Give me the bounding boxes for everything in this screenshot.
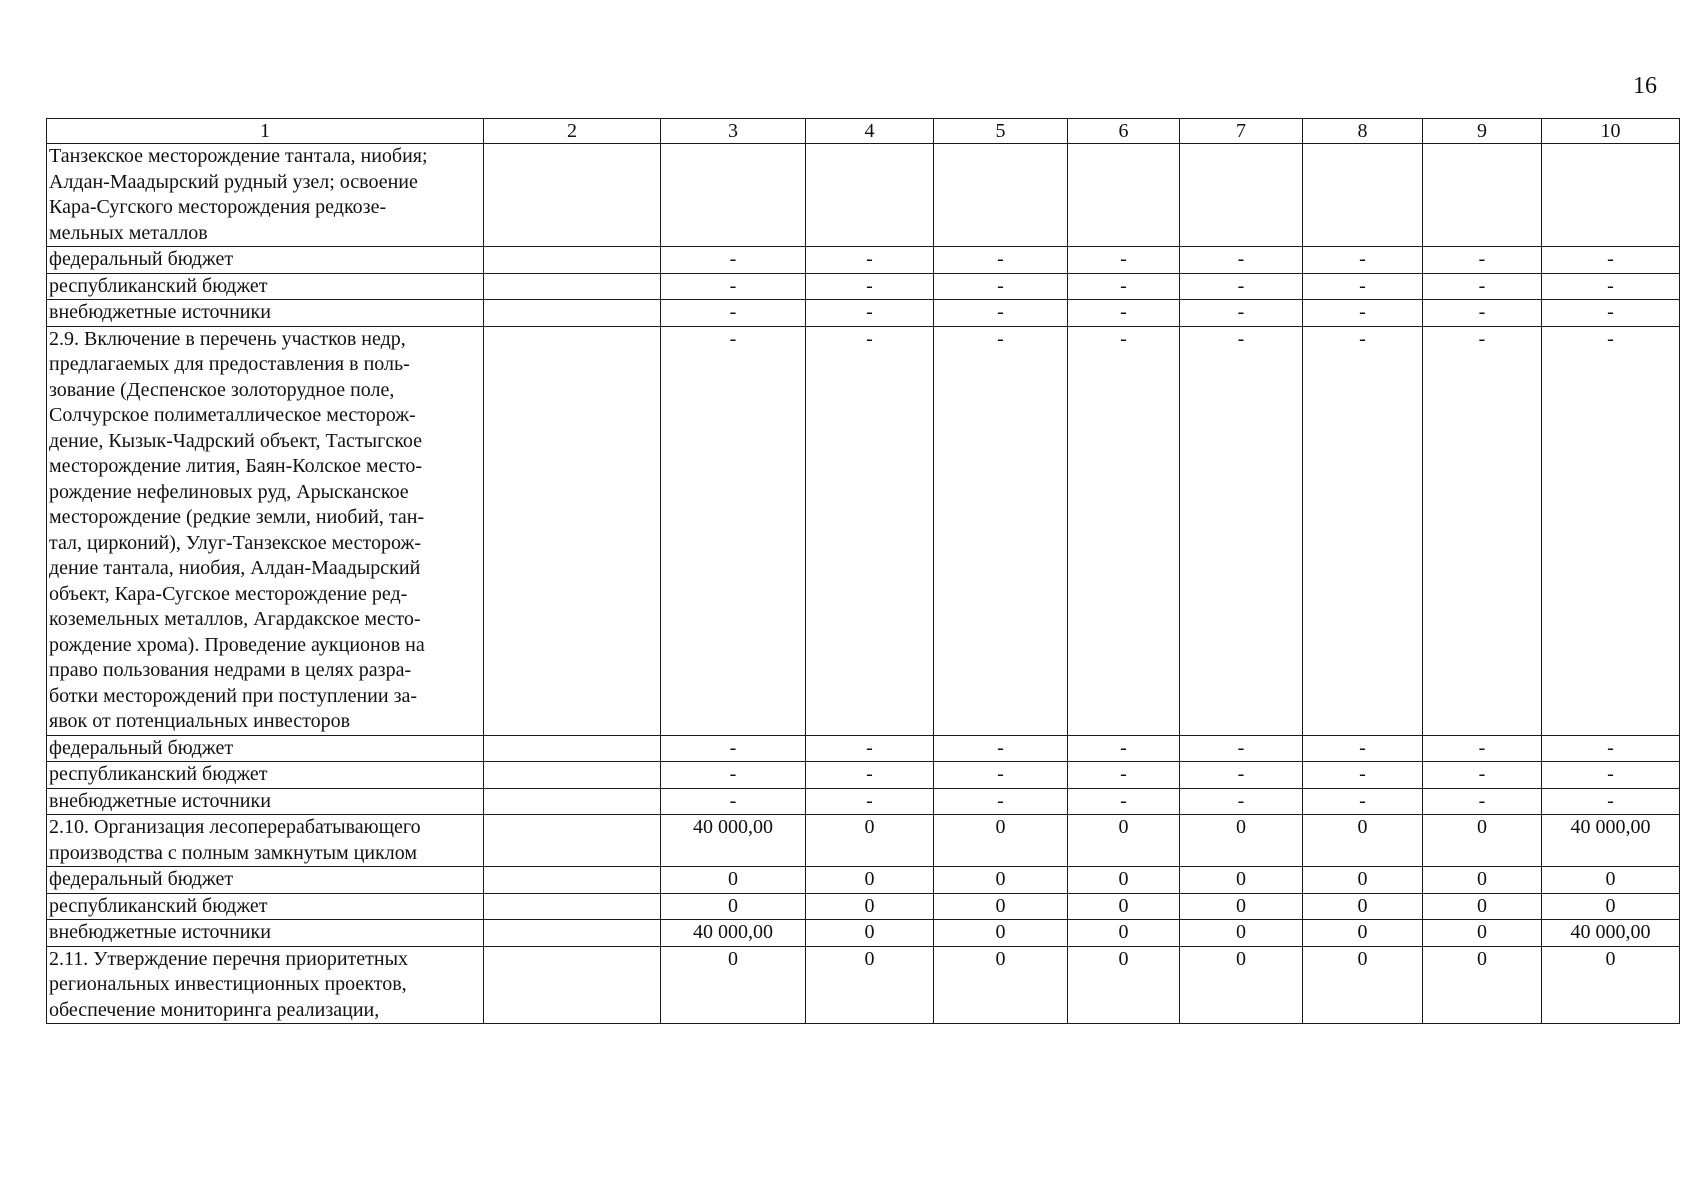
header-cell: 2	[484, 119, 661, 144]
column-2-cell	[484, 788, 661, 815]
value-cell	[1542, 144, 1680, 247]
row-name-cell: 2.9. Включение в перечень участков недр, предлагаемых для предоставления в поль- зование (Деспенское золоторудное поле, Солчурское полиметаллическое месторож- дение, Кызык-Чадрский объект, Тастыгское месторождение лития, Баян-Колское место- рождение нефелиновых руд, Арысканское месторождение (редкие земли, ниобий, тан- тал, цирконий), Улуг-Танзекское месторож- дение тантала, ниобия, Алдан-Маадырский объект, Кара-Сугское месторождение ред- коземельных металлов, Агардакское место- рождение хрома). Проведение аукционов на право пользования недрами в целях разра- ботки месторождений при поступлении за- явок от потенциальных инвесторов	[47, 326, 484, 735]
value-cell: 0	[806, 893, 934, 920]
value-cell: 0	[1180, 867, 1303, 894]
value-cell: -	[934, 326, 1068, 735]
value-cell: 0	[1542, 946, 1680, 1024]
row-name-cell: 2.10. Организация лесоперерабатывающего производства с полным замкнутым циклом	[47, 815, 484, 867]
value-cell: -	[1542, 300, 1680, 327]
value-cell: -	[1423, 788, 1542, 815]
value-cell: -	[1542, 247, 1680, 274]
value-cell: 0	[806, 815, 934, 867]
value-cell	[1423, 144, 1542, 247]
table-row	[47, 920, 1680, 947]
value-cell: -	[934, 762, 1068, 789]
table-row	[47, 815, 1680, 867]
value-cell: 0	[934, 920, 1068, 947]
column-2-cell	[484, 735, 661, 762]
value-cell: -	[806, 247, 934, 274]
value-cell: 0	[1068, 867, 1180, 894]
header-cell: 10	[1542, 119, 1680, 144]
row-name-cell: республиканский бюджет	[47, 762, 484, 789]
value-cell: -	[806, 273, 934, 300]
header-cell: 6	[1068, 119, 1180, 144]
value-cell: 0	[1068, 946, 1180, 1024]
value-cell: 0	[1542, 893, 1680, 920]
value-cell: 0	[1068, 815, 1180, 867]
table-row	[47, 788, 1680, 815]
value-cell: -	[1068, 300, 1180, 327]
table-row	[47, 735, 1680, 762]
value-cell: 40 000,00	[661, 920, 806, 947]
value-cell: -	[1068, 273, 1180, 300]
value-cell: -	[1068, 735, 1180, 762]
header-cell: 5	[934, 119, 1068, 144]
value-cell: 0	[934, 815, 1068, 867]
value-cell: -	[1423, 300, 1542, 327]
table-row	[47, 144, 1680, 247]
header-cell: 4	[806, 119, 934, 144]
value-cell: 0	[934, 893, 1068, 920]
value-cell	[1303, 144, 1423, 247]
value-cell: 0	[1423, 893, 1542, 920]
value-cell: 0	[1180, 893, 1303, 920]
row-name-cell: республиканский бюджет	[47, 893, 484, 920]
value-cell: -	[1423, 735, 1542, 762]
value-cell: -	[1303, 326, 1423, 735]
value-cell: -	[1068, 762, 1180, 789]
column-2-cell	[484, 815, 661, 867]
value-cell: 0	[661, 893, 806, 920]
value-cell: -	[934, 788, 1068, 815]
header-cell: 7	[1180, 119, 1303, 144]
value-cell: -	[1180, 735, 1303, 762]
value-cell: -	[1423, 762, 1542, 789]
column-2-cell	[484, 300, 661, 327]
value-cell: -	[1068, 247, 1180, 274]
value-cell: -	[661, 300, 806, 327]
table-row	[47, 867, 1680, 894]
value-cell: -	[1068, 788, 1180, 815]
value-cell: 0	[1423, 815, 1542, 867]
value-cell: 40 000,00	[1542, 920, 1680, 947]
header-cell: 3	[661, 119, 806, 144]
value-cell: 0	[1303, 815, 1423, 867]
column-number-header	[47, 119, 1680, 144]
table-row	[47, 300, 1680, 327]
table-row	[47, 946, 1680, 1024]
value-cell: 0	[1423, 867, 1542, 894]
table-row	[47, 273, 1680, 300]
column-2-cell	[484, 893, 661, 920]
budget-table	[46, 118, 1680, 1024]
value-cell: 0	[1180, 946, 1303, 1024]
value-cell: 0	[806, 946, 934, 1024]
value-cell: -	[1423, 273, 1542, 300]
value-cell: -	[1542, 735, 1680, 762]
value-cell: 0	[661, 867, 806, 894]
column-2-cell	[484, 326, 661, 735]
value-cell: -	[1180, 247, 1303, 274]
row-name-cell: внебюджетные источники	[47, 788, 484, 815]
value-cell: -	[1068, 326, 1180, 735]
row-name-cell: внебюджетные источники	[47, 920, 484, 947]
row-name-cell: федеральный бюджет	[47, 735, 484, 762]
value-cell: -	[661, 273, 806, 300]
value-cell: -	[1542, 326, 1680, 735]
value-cell: 0	[661, 946, 806, 1024]
table-row	[47, 326, 1680, 735]
value-cell: -	[1180, 762, 1303, 789]
value-cell: 0	[1303, 893, 1423, 920]
value-cell: 0	[1423, 920, 1542, 947]
value-cell: -	[1542, 273, 1680, 300]
value-cell: -	[1303, 762, 1423, 789]
value-cell: -	[934, 273, 1068, 300]
value-cell: -	[1303, 300, 1423, 327]
value-cell	[934, 144, 1068, 247]
column-2-cell	[484, 867, 661, 894]
value-cell: 0	[1303, 867, 1423, 894]
value-cell: 0	[1423, 946, 1542, 1024]
value-cell: 40 000,00	[661, 815, 806, 867]
header-cell: 9	[1423, 119, 1542, 144]
row-name-cell: федеральный бюджет	[47, 247, 484, 274]
value-cell: -	[934, 300, 1068, 327]
value-cell: 0	[806, 867, 934, 894]
value-cell: -	[661, 762, 806, 789]
value-cell: -	[1180, 326, 1303, 735]
table-row	[47, 893, 1680, 920]
value-cell: -	[1180, 300, 1303, 327]
value-cell: -	[1303, 247, 1423, 274]
value-cell	[806, 144, 934, 247]
value-cell: 0	[1180, 920, 1303, 947]
value-cell: -	[1542, 788, 1680, 815]
table-row	[47, 247, 1680, 274]
value-cell: 0	[806, 920, 934, 947]
value-cell: 0	[1303, 946, 1423, 1024]
value-cell: -	[1180, 788, 1303, 815]
value-cell	[1180, 144, 1303, 247]
value-cell	[661, 144, 806, 247]
value-cell: -	[1303, 788, 1423, 815]
row-name-cell: республиканский бюджет	[47, 273, 484, 300]
value-cell: 0	[1068, 920, 1180, 947]
value-cell: -	[1423, 326, 1542, 735]
value-cell: -	[806, 300, 934, 327]
column-2-cell	[484, 920, 661, 947]
value-cell	[1068, 144, 1180, 247]
value-cell: 0	[1180, 815, 1303, 867]
value-cell: 0	[1068, 893, 1180, 920]
value-cell: -	[661, 735, 806, 762]
value-cell: -	[806, 326, 934, 735]
value-cell: 40 000,00	[1542, 815, 1680, 867]
column-2-cell	[484, 762, 661, 789]
value-cell: -	[1303, 735, 1423, 762]
header-cell: 8	[1303, 119, 1423, 144]
value-cell: 0	[1303, 920, 1423, 947]
value-cell: 0	[934, 946, 1068, 1024]
value-cell: -	[806, 762, 934, 789]
column-2-cell	[484, 247, 661, 274]
row-name-cell: внебюджетные источники	[47, 300, 484, 327]
value-cell: -	[1180, 273, 1303, 300]
value-cell: -	[806, 735, 934, 762]
value-cell: -	[661, 247, 806, 274]
value-cell: -	[934, 735, 1068, 762]
value-cell: -	[661, 788, 806, 815]
value-cell: -	[934, 247, 1068, 274]
value-cell: -	[1542, 762, 1680, 789]
row-name-cell: Танзекское месторождение тантала, ниобия; Алдан-Маадырский рудный узел; освоение Кара-Сугского месторождения редкозе- мельных металлов	[47, 144, 484, 247]
page-number: 16	[1633, 73, 1657, 99]
table-body	[47, 119, 1680, 1024]
column-2-cell	[484, 144, 661, 247]
value-cell: 0	[934, 867, 1068, 894]
row-name-cell: 2.11. Утверждение перечня приоритетных региональных инвестиционных проектов, обеспечение мониторинга реализации,	[47, 946, 484, 1024]
value-cell: -	[661, 326, 806, 735]
row-name-cell: федеральный бюджет	[47, 867, 484, 894]
value-cell: -	[1423, 247, 1542, 274]
header-cell: 1	[47, 119, 484, 144]
column-2-cell	[484, 273, 661, 300]
value-cell: -	[806, 788, 934, 815]
table-row	[47, 762, 1680, 789]
value-cell: 0	[1542, 867, 1680, 894]
column-2-cell	[484, 946, 661, 1024]
value-cell: -	[1303, 273, 1423, 300]
